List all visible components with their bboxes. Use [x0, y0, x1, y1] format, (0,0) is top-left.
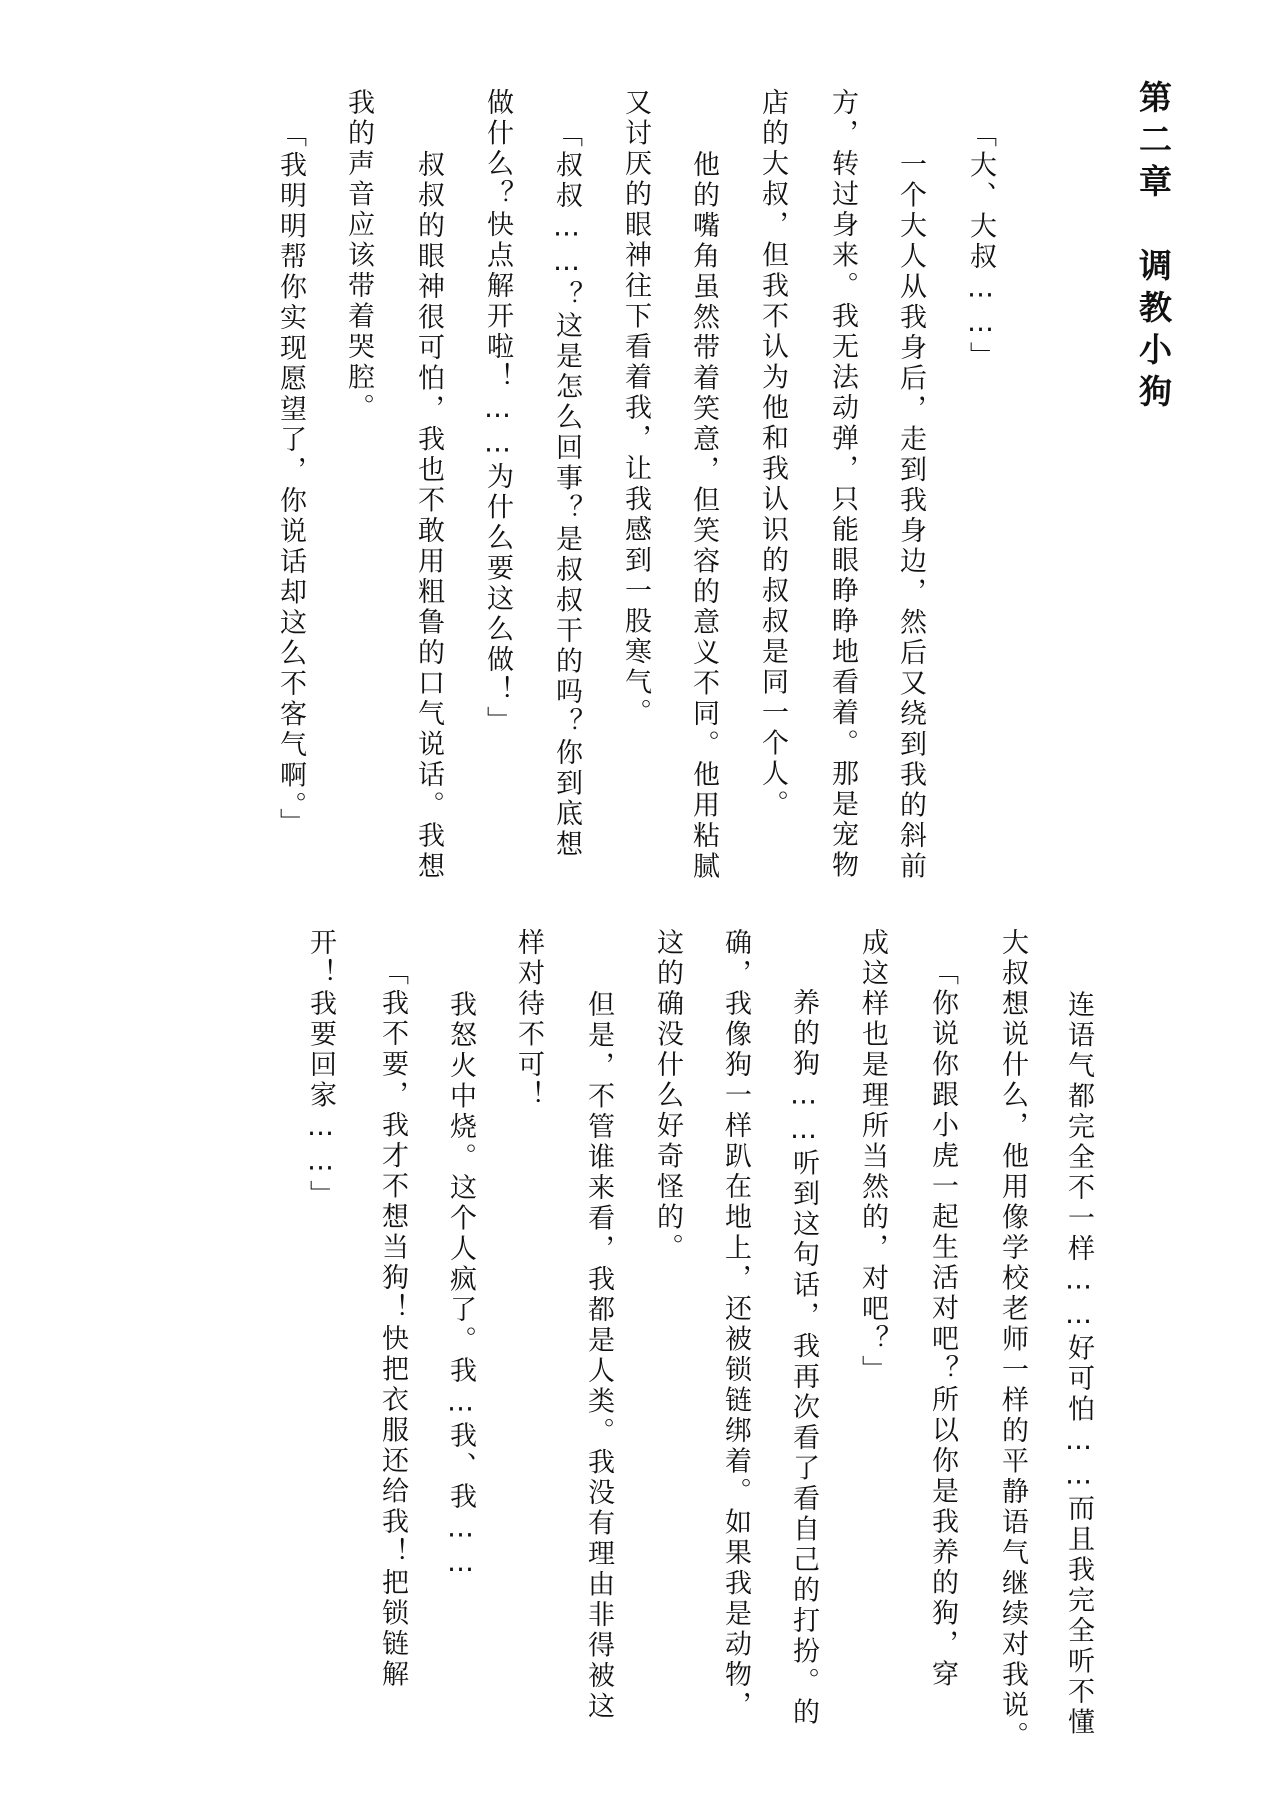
upper-col-1: 「大、大叔……」 — [965, 120, 996, 372]
upper-col-4: 店的大叔，但我不认为他和我认识的叔叔是同一个人。 — [757, 88, 788, 820]
lower-col-1: 连语气都完全不一样……好可怕……而且我完全听不懂 — [1063, 990, 1094, 1738]
upper-col-2: 一个大人从我身后，走到我身边，然后又绕到我的斜前 — [895, 150, 926, 882]
lower-col-11: 「我不要，我才不想当狗！快把衣服还给我！把锁链解 — [377, 958, 408, 1690]
upper-col-6: 又讨厌的眼神往下看着我，让我感到一股寒气。 — [620, 88, 651, 729]
lower-col-6: 确，我像狗一样趴在地上，还被锁链绑着。如果我是动物， — [720, 928, 751, 1721]
lower-col-2: 大叔想说什么，他用像学校老师一样的平静语气继续对我说。 — [997, 928, 1028, 1752]
chapter-title: 第二章 调教小狗 — [1134, 80, 1173, 416]
lower-col-7: 这的确没什么好奇怪的。 — [652, 928, 683, 1264]
upper-col-11: 「我明明帮你实现愿望了，你说话却这么不客气啊。」 — [275, 120, 306, 839]
lower-col-3: 「你说你跟小虎一起生活对吧？所以你是我养的狗，穿 — [927, 958, 958, 1690]
lower-col-4: 成这样也是理所当然的，对吧？」 — [857, 928, 888, 1386]
upper-col-9: 叔叔的眼神很可怕，我也不敢用粗鲁的口气说话。我想 — [413, 150, 444, 882]
lower-col-9: 样对待不可！ — [513, 928, 544, 1111]
lower-col-12: 开！我要回家……」 — [305, 928, 336, 1211]
upper-col-10: 我的声音应该带着哭腔。 — [343, 88, 374, 424]
lower-col-8: 但是，不管谁来看，我都是人类。我没有理由非得被这 — [583, 990, 614, 1722]
lower-col-5: 养的狗……听到这句话，我再次看了看自己的打扮。的 — [788, 988, 819, 1728]
lower-col-10: 我怒火中烧。这个人疯了。我…我、我…… — [445, 990, 476, 1582]
upper-col-3: 方，转过身来。我无法动弹，只能眼睁睁地看着。那是宠物 — [827, 88, 858, 881]
upper-col-5: 他的嘴角虽然带着笑意，但笑容的意义不同。他用粘腻 — [688, 150, 719, 882]
upper-col-7: 「叔叔……？这是怎么回事？是叔叔干的吗？你到底想 — [551, 120, 582, 860]
upper-col-8: 做什么？快点解开啦！……为什么要这么做！」 — [482, 88, 513, 737]
